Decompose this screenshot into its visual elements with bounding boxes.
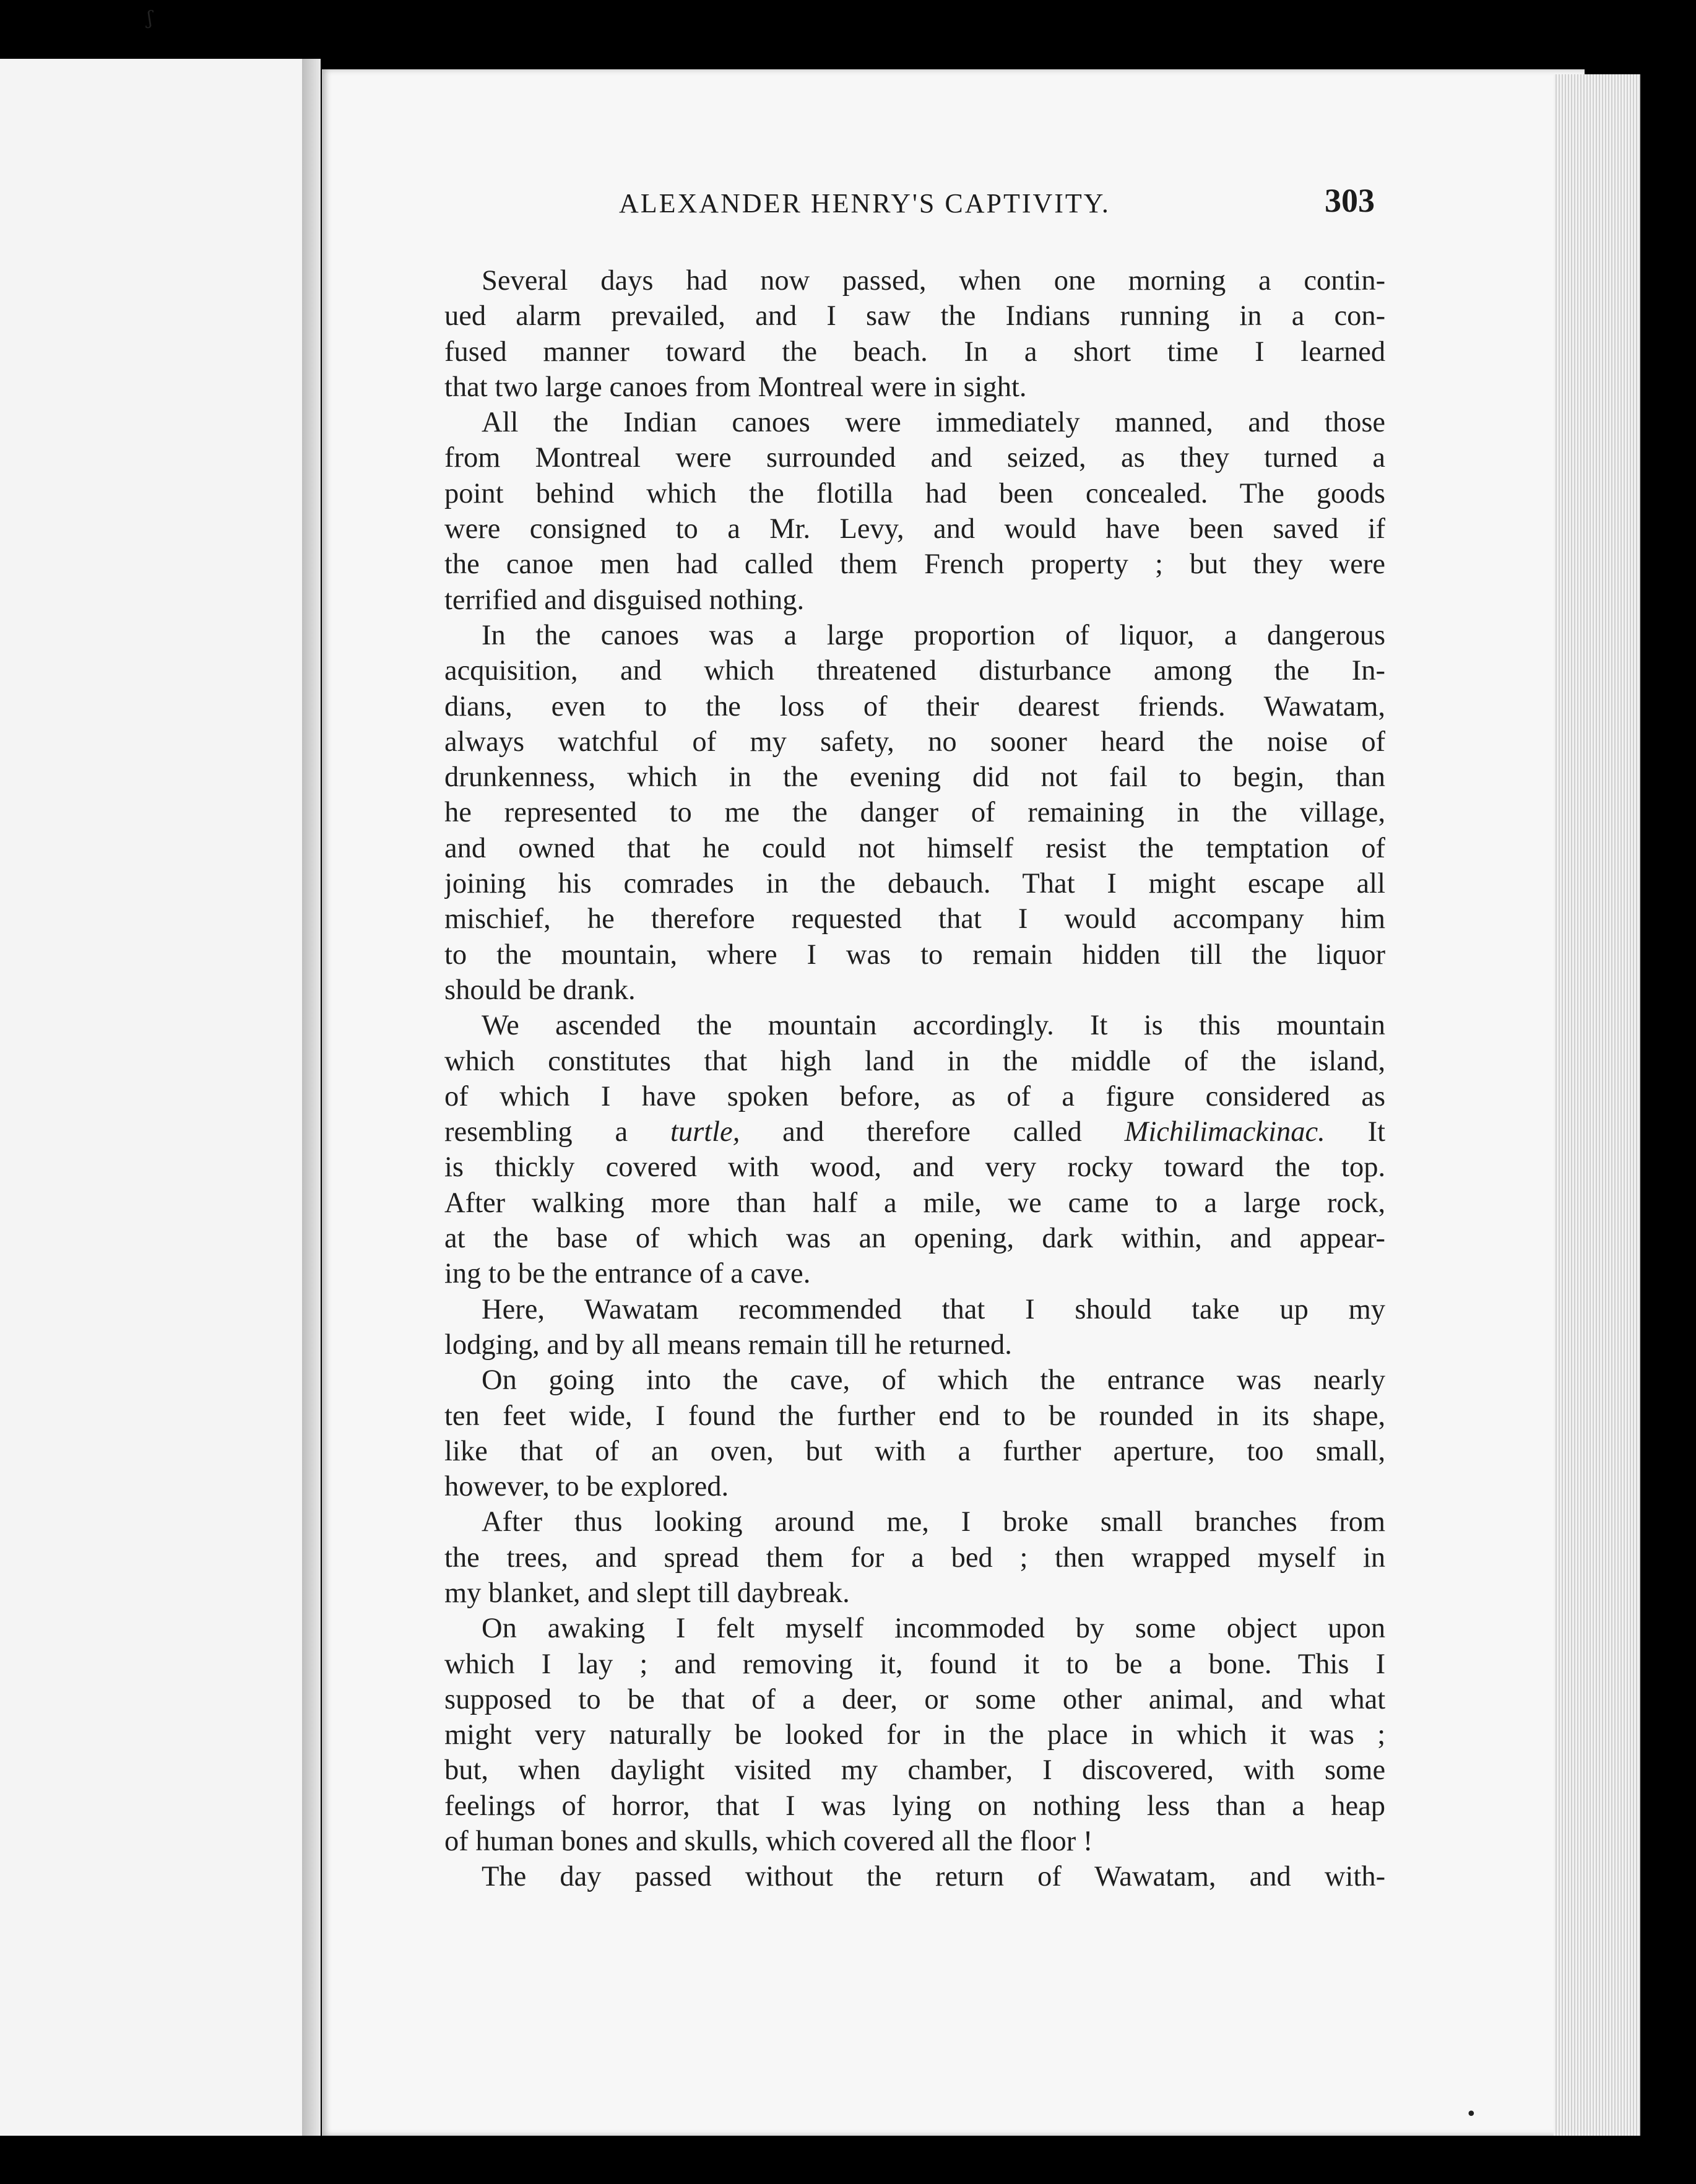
text-line: We ascended the mountain accordingly. It is this mountain [482,1010,1385,1042]
text-line: Several days had now passed, when one morning a contin- [482,265,1385,297]
text-line: to the mountain, where I was to remain hidden till the liquor [444,938,1385,971]
text-line: mischief, he therefore requested that I would accompany him [444,903,1385,935]
scan-mark: • [1466,2104,1477,2125]
text-line: my blanket, and slept till daybreak. [444,1577,850,1609]
text-line: supposed to be that of a deer, or some other animal, and what [444,1683,1385,1715]
text-line: the trees, and spread them for a bed ; then wrapped myself in [444,1541,1385,1574]
text-line: should be drank. [444,974,636,1006]
text-line: he represented to me the danger of remaining in the village, [444,797,1385,829]
text-line: terrified and disguised nothing. [444,584,805,616]
text-line: always watchful of my safety, no sooner heard the noise of [444,726,1385,758]
text-line: is thickly covered with wood, and very rocky toward the top. [444,1151,1385,1184]
body-text [444,263,1385,1895]
text-line: All the Indian canoes were immediately manned, and those [482,407,1385,439]
text-line: resembling a turtle, and therefore called Michilimackinac. It [444,1116,1385,1148]
text-line: and owned that he could not himself resist the temptation of [444,832,1385,864]
text-line: the canoe men had called them French property ; but they were [444,548,1385,581]
facing-page-left [0,59,302,2136]
text-line: acquisition, and which threatened disturbance among the In- [444,655,1385,687]
text-line: lodging, and by all means remain till he returned. [444,1328,1012,1361]
text-line: were consigned to a Mr. Levy, and would have been saved if [444,513,1385,545]
text-line: like that of an oven, but with a further aperture, too small, [444,1435,1385,1467]
text-line: After walking more than half a mile, we came to a large rock, [444,1187,1385,1219]
text-line: joining his comrades in the debauch. That I might escape all [444,868,1385,900]
page-edges [1554,74,1640,2136]
text-line: point behind which the flotilla had been concealed. The goods [444,477,1385,509]
text-line: In the canoes was a large proportion of liquor, a dangerous [482,619,1385,651]
text-line: ten feet wide, I found the further end to be rounded in its shape, [444,1400,1385,1432]
text-line: Here, Wawatam recommended that I should take up my [482,1293,1385,1325]
text-line: On awaking I felt myself incommoded by some object upon [482,1613,1385,1645]
text-line: The day passed without the return of Wawatam, and with- [482,1861,1385,1893]
text-line: fused manner toward the beach. In a short time I learned [444,336,1385,368]
text-line: of human bones and skulls, which covered all the floor ! [444,1826,1093,1858]
running-head: ALEXANDER HENRY'S CAPTIVITY. [619,188,1110,219]
text-line: at the base of which was an opening, dark within, and appear- [444,1223,1385,1255]
text-line: which constitutes that high land in the middle of the island, [444,1045,1385,1077]
text-line: however, to be explored. [444,1471,729,1503]
text-line: drunkenness, which in the evening did not fail to begin, than [444,761,1385,794]
text-line: which I lay ; and removing it, found it to be a bone. This I [444,1648,1385,1680]
page-number: 303 [1325,182,1375,219]
text-line: ing to be the entrance of a cave. [444,1258,811,1290]
book-gutter [302,59,321,2136]
text-line: but, when daylight visited my chamber, I discovered, with some [444,1754,1385,1787]
text-line: On going into the cave, of which the entrance was nearly [482,1364,1385,1397]
text-line: of which I have spoken before, as of a figure considered as [444,1080,1385,1112]
text-line: from Montreal were surrounded and seized, as they turned a [444,442,1385,474]
text-line: After thus looking around me, I broke small branches from [482,1506,1385,1538]
text-line: that two large canoes from Montreal were in sight. [444,371,1027,403]
text-line: feelings of horror, that I was lying on nothing less than a heap [444,1790,1385,1822]
text-line: dians, even to the loss of their dearest friends. Wawatam, [444,690,1385,722]
scan-mark: ʃ [147,7,153,29]
text-line: might very naturally be looked for in the place in which it was ; [444,1719,1385,1751]
text-line: ued alarm prevailed, and I saw the Indians running in a con- [444,300,1385,332]
